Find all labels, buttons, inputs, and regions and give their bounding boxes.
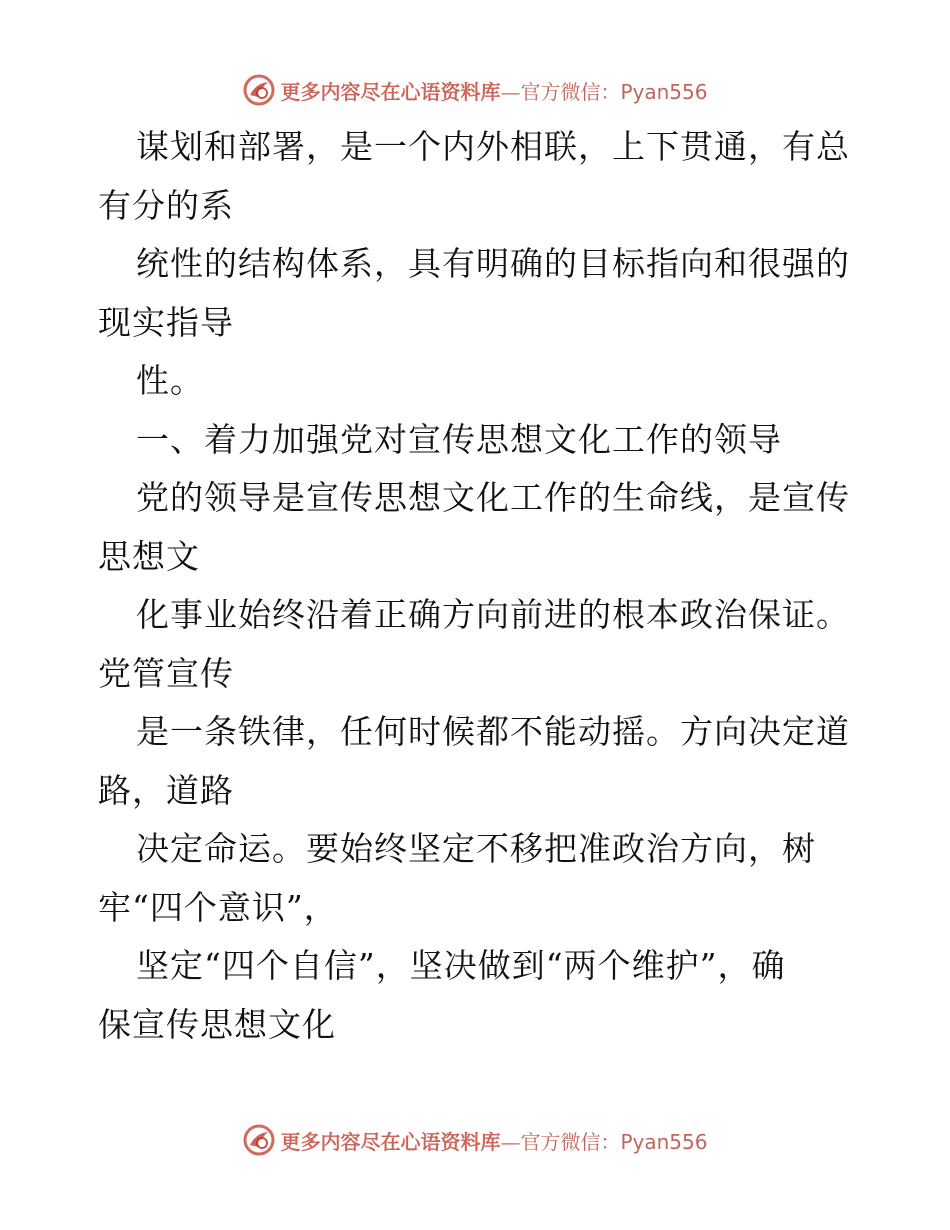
text-line: 有分的系: [98, 185, 234, 225]
text-line: 党管宣传: [98, 653, 234, 693]
header-watermark: [0, 72, 950, 108]
text-line: 现实指导: [98, 302, 234, 342]
seal-logo-icon: [242, 1123, 276, 1157]
text-line: 路，道路: [98, 770, 234, 810]
text-line: 谋划和部署，是一个内外相联，上下贯通，有总: [136, 127, 850, 166]
footer-watermark: [0, 1122, 950, 1158]
watermark-text: 更多内容尽在心语资料库—官方微信：Pyan556: [280, 79, 708, 104]
text-line: 坚定“四个自信”，坚决做到“两个维护”，确: [136, 946, 786, 985]
text-line: 是一条铁律，任何时候都不能动摇。方向决定道: [136, 712, 850, 751]
text-line: 党的领导是宣传思想文化工作的生命线，是宣传: [136, 478, 850, 517]
document-body: [98, 118, 858, 1054]
text-line: 统性的结构体系，具有明确的目标指向和很强的: [136, 244, 850, 283]
watermark-text: 更多内容尽在心语资料库—官方微信：Pyan556: [280, 1129, 708, 1154]
text-line: 思想文: [98, 536, 200, 576]
text-line: 决定命运。要始终坚定不移把准政治方向，树: [136, 829, 816, 868]
text-line: 牢“四个意识”，: [98, 887, 338, 927]
text-line: 化事业始终沿着正确方向前进的根本政治保证。: [136, 595, 850, 634]
text-line: 性。: [136, 361, 204, 400]
text-line: 保宣传思想文化: [98, 1004, 336, 1044]
section-heading: 一、着力加强党对宣传思想文化工作的领导: [136, 419, 782, 459]
seal-logo-icon: [242, 73, 276, 107]
